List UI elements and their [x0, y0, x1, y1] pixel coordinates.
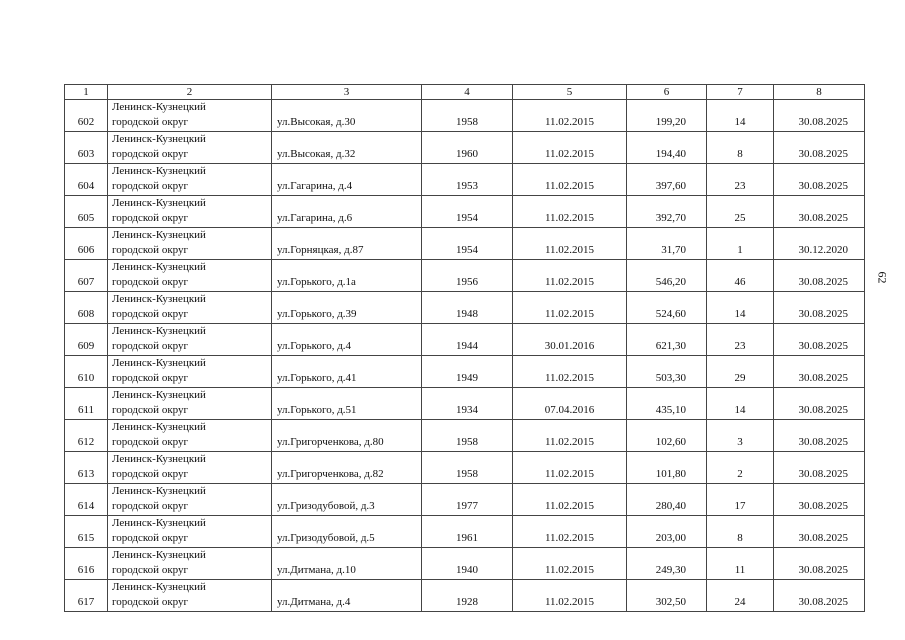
- date-cell: 11.02.2015: [513, 132, 627, 164]
- deadline-cell: 30.08.2025: [774, 516, 865, 548]
- address-cell: ул.Гагарина, д.6: [272, 196, 422, 228]
- count-cell: 3: [707, 420, 774, 452]
- municipality-line: городской округ: [112, 148, 189, 160]
- area-cell: 397,60: [627, 164, 707, 196]
- table-row: [65, 260, 865, 292]
- municipality-cell: [108, 324, 272, 356]
- table-row: [65, 292, 865, 324]
- row-number: 610: [65, 356, 108, 388]
- count-cell: 25: [707, 196, 774, 228]
- column-header: 5: [513, 85, 627, 100]
- column-header: 1: [65, 85, 108, 100]
- date-cell: 11.02.2015: [513, 580, 627, 612]
- municipality-cell: [108, 356, 272, 388]
- municipality-line: городской округ: [112, 500, 189, 512]
- year-cell: 1934: [422, 388, 513, 420]
- table-row: [65, 100, 865, 132]
- deadline-cell: 30.08.2025: [774, 484, 865, 516]
- year-cell: 1944: [422, 324, 513, 356]
- municipality-line: городской округ: [112, 308, 189, 320]
- deadline-cell: 30.08.2025: [774, 356, 865, 388]
- municipality-line: Ленинск-Кузнецкий: [112, 581, 206, 593]
- area-cell: 503,30: [627, 356, 707, 388]
- column-header: 3: [272, 85, 422, 100]
- year-cell: 1940: [422, 548, 513, 580]
- row-number: 616: [65, 548, 108, 580]
- table-row: [65, 420, 865, 452]
- table-body: [65, 100, 865, 612]
- address-cell: ул.Горького, д.39: [272, 292, 422, 324]
- municipality-line: Ленинск-Кузнецкий: [112, 325, 206, 337]
- municipality-cell: [108, 292, 272, 324]
- municipality-cell: [108, 580, 272, 612]
- address-cell: ул.Дитмана, д.10: [272, 548, 422, 580]
- deadline-cell: 30.08.2025: [774, 100, 865, 132]
- municipality-line: городской округ: [112, 468, 189, 480]
- municipality-line: Ленинск-Кузнецкий: [112, 453, 206, 465]
- municipality-line: Ленинск-Кузнецкий: [112, 517, 206, 529]
- row-number: 611: [65, 388, 108, 420]
- address-cell: ул.Григорченкова, д.80: [272, 420, 422, 452]
- year-cell: 1948: [422, 292, 513, 324]
- table-row: [65, 196, 865, 228]
- count-cell: 8: [707, 516, 774, 548]
- row-number: 613: [65, 452, 108, 484]
- row-number: 603: [65, 132, 108, 164]
- municipality-cell: [108, 388, 272, 420]
- address-cell: ул.Гризодубовой, д.3: [272, 484, 422, 516]
- area-cell: 102,60: [627, 420, 707, 452]
- year-cell: 1961: [422, 516, 513, 548]
- data-table: [64, 84, 865, 612]
- count-cell: 14: [707, 388, 774, 420]
- table-row: [65, 132, 865, 164]
- deadline-cell: 30.08.2025: [774, 388, 865, 420]
- address-cell: ул.Горького, д.1а: [272, 260, 422, 292]
- deadline-cell: 30.08.2025: [774, 324, 865, 356]
- municipality-cell: [108, 196, 272, 228]
- year-cell: 1958: [422, 420, 513, 452]
- municipality-line: городской округ: [112, 116, 189, 128]
- row-number: 605: [65, 196, 108, 228]
- deadline-cell: 30.08.2025: [774, 548, 865, 580]
- row-number: 604: [65, 164, 108, 196]
- count-cell: 14: [707, 292, 774, 324]
- municipality-cell: [108, 164, 272, 196]
- date-cell: 11.02.2015: [513, 100, 627, 132]
- table-row: [65, 388, 865, 420]
- row-number: 609: [65, 324, 108, 356]
- row-number: 612: [65, 420, 108, 452]
- municipality-cell: [108, 452, 272, 484]
- year-cell: 1960: [422, 132, 513, 164]
- table-row: [65, 516, 865, 548]
- municipality-line: городской округ: [112, 276, 189, 288]
- date-cell: 11.02.2015: [513, 452, 627, 484]
- year-cell: 1956: [422, 260, 513, 292]
- municipality-line: городской округ: [112, 532, 189, 544]
- municipality-cell: [108, 260, 272, 292]
- count-cell: 14: [707, 100, 774, 132]
- count-cell: 29: [707, 356, 774, 388]
- date-cell: 11.02.2015: [513, 548, 627, 580]
- municipality-cell: [108, 484, 272, 516]
- year-cell: 1928: [422, 580, 513, 612]
- municipality-line: Ленинск-Кузнецкий: [112, 197, 206, 209]
- count-cell: 17: [707, 484, 774, 516]
- deadline-cell: 30.12.2020: [774, 228, 865, 260]
- deadline-cell: 30.08.2025: [774, 260, 865, 292]
- municipality-cell: [108, 516, 272, 548]
- area-cell: 435,10: [627, 388, 707, 420]
- area-cell: 524,60: [627, 292, 707, 324]
- address-cell: ул.Горького, д.41: [272, 356, 422, 388]
- column-header: 2: [108, 85, 272, 100]
- municipality-cell: [108, 100, 272, 132]
- year-cell: 1953: [422, 164, 513, 196]
- area-cell: 199,20: [627, 100, 707, 132]
- page-number: 62: [875, 271, 890, 284]
- municipality-line: Ленинск-Кузнецкий: [112, 261, 206, 273]
- row-number: 608: [65, 292, 108, 324]
- year-cell: 1958: [422, 100, 513, 132]
- municipality-line: городской округ: [112, 372, 189, 384]
- row-number: 615: [65, 516, 108, 548]
- date-cell: 11.02.2015: [513, 196, 627, 228]
- municipality-line: Ленинск-Кузнецкий: [112, 549, 206, 561]
- year-cell: 1977: [422, 484, 513, 516]
- date-cell: 11.02.2015: [513, 292, 627, 324]
- municipality-line: городской округ: [112, 180, 189, 192]
- municipality-line: городской округ: [112, 212, 189, 224]
- row-number: 614: [65, 484, 108, 516]
- area-cell: 546,20: [627, 260, 707, 292]
- address-cell: ул.Высокая, д.30: [272, 100, 422, 132]
- column-header: 7: [707, 85, 774, 100]
- deadline-cell: 30.08.2025: [774, 452, 865, 484]
- address-cell: ул.Горького, д.4: [272, 324, 422, 356]
- deadline-cell: 30.08.2025: [774, 292, 865, 324]
- area-cell: 194,40: [627, 132, 707, 164]
- municipality-cell: [108, 548, 272, 580]
- address-cell: ул.Горняцкая, д.87: [272, 228, 422, 260]
- municipality-cell: [108, 420, 272, 452]
- address-cell: ул.Дитмана, д.4: [272, 580, 422, 612]
- municipality-line: городской округ: [112, 404, 189, 416]
- table-row: [65, 228, 865, 260]
- row-number: 606: [65, 228, 108, 260]
- municipality-line: Ленинск-Кузнецкий: [112, 293, 206, 305]
- date-cell: 11.02.2015: [513, 356, 627, 388]
- year-cell: 1954: [422, 228, 513, 260]
- date-cell: 07.04.2016: [513, 388, 627, 420]
- date-cell: 30.01.2016: [513, 324, 627, 356]
- address-cell: ул.Гагарина, д.4: [272, 164, 422, 196]
- municipality-cell: [108, 132, 272, 164]
- municipality-cell: [108, 228, 272, 260]
- count-cell: 2: [707, 452, 774, 484]
- table-row: [65, 452, 865, 484]
- count-cell: 1: [707, 228, 774, 260]
- municipality-line: городской округ: [112, 244, 189, 256]
- municipality-line: Ленинск-Кузнецкий: [112, 101, 206, 113]
- municipality-line: городской округ: [112, 340, 189, 352]
- municipality-line: Ленинск-Кузнецкий: [112, 421, 206, 433]
- deadline-cell: 30.08.2025: [774, 132, 865, 164]
- table-header-row: [65, 85, 865, 100]
- date-cell: 11.02.2015: [513, 484, 627, 516]
- address-cell: ул.Высокая, д.32: [272, 132, 422, 164]
- deadline-cell: 30.08.2025: [774, 420, 865, 452]
- column-header: 8: [774, 85, 865, 100]
- municipality-line: городской округ: [112, 564, 189, 576]
- table-row: [65, 484, 865, 516]
- column-header: 4: [422, 85, 513, 100]
- row-number: 617: [65, 580, 108, 612]
- area-cell: 203,00: [627, 516, 707, 548]
- date-cell: 11.02.2015: [513, 516, 627, 548]
- deadline-cell: 30.08.2025: [774, 580, 865, 612]
- municipality-line: Ленинск-Кузнецкий: [112, 229, 206, 241]
- municipality-line: Ленинск-Кузнецкий: [112, 357, 206, 369]
- municipality-line: Ленинск-Кузнецкий: [112, 165, 206, 177]
- year-cell: 1949: [422, 356, 513, 388]
- count-cell: 11: [707, 548, 774, 580]
- count-cell: 46: [707, 260, 774, 292]
- area-cell: 31,70: [627, 228, 707, 260]
- table-row: [65, 356, 865, 388]
- count-cell: 23: [707, 164, 774, 196]
- row-number: 602: [65, 100, 108, 132]
- count-cell: 23: [707, 324, 774, 356]
- date-cell: 11.02.2015: [513, 420, 627, 452]
- municipality-line: городской округ: [112, 436, 189, 448]
- municipality-line: городской округ: [112, 596, 189, 608]
- address-cell: ул.Григорченкова, д.82: [272, 452, 422, 484]
- address-cell: ул.Горького, д.51: [272, 388, 422, 420]
- area-cell: 249,30: [627, 548, 707, 580]
- date-cell: 11.02.2015: [513, 164, 627, 196]
- area-cell: 621,30: [627, 324, 707, 356]
- address-cell: ул.Гризодубовой, д.5: [272, 516, 422, 548]
- count-cell: 24: [707, 580, 774, 612]
- count-cell: 8: [707, 132, 774, 164]
- year-cell: 1954: [422, 196, 513, 228]
- table-row: [65, 164, 865, 196]
- municipality-line: Ленинск-Кузнецкий: [112, 389, 206, 401]
- date-cell: 11.02.2015: [513, 260, 627, 292]
- municipality-line: Ленинск-Кузнецкий: [112, 485, 206, 497]
- table-row: [65, 580, 865, 612]
- area-cell: 302,50: [627, 580, 707, 612]
- area-cell: 101,80: [627, 452, 707, 484]
- table-row: [65, 324, 865, 356]
- area-cell: 280,40: [627, 484, 707, 516]
- year-cell: 1958: [422, 452, 513, 484]
- date-cell: 11.02.2015: [513, 228, 627, 260]
- area-cell: 392,70: [627, 196, 707, 228]
- table-row: [65, 548, 865, 580]
- deadline-cell: 30.08.2025: [774, 196, 865, 228]
- municipality-line: Ленинск-Кузнецкий: [112, 133, 206, 145]
- row-number: 607: [65, 260, 108, 292]
- deadline-cell: 30.08.2025: [774, 164, 865, 196]
- column-header: 6: [627, 85, 707, 100]
